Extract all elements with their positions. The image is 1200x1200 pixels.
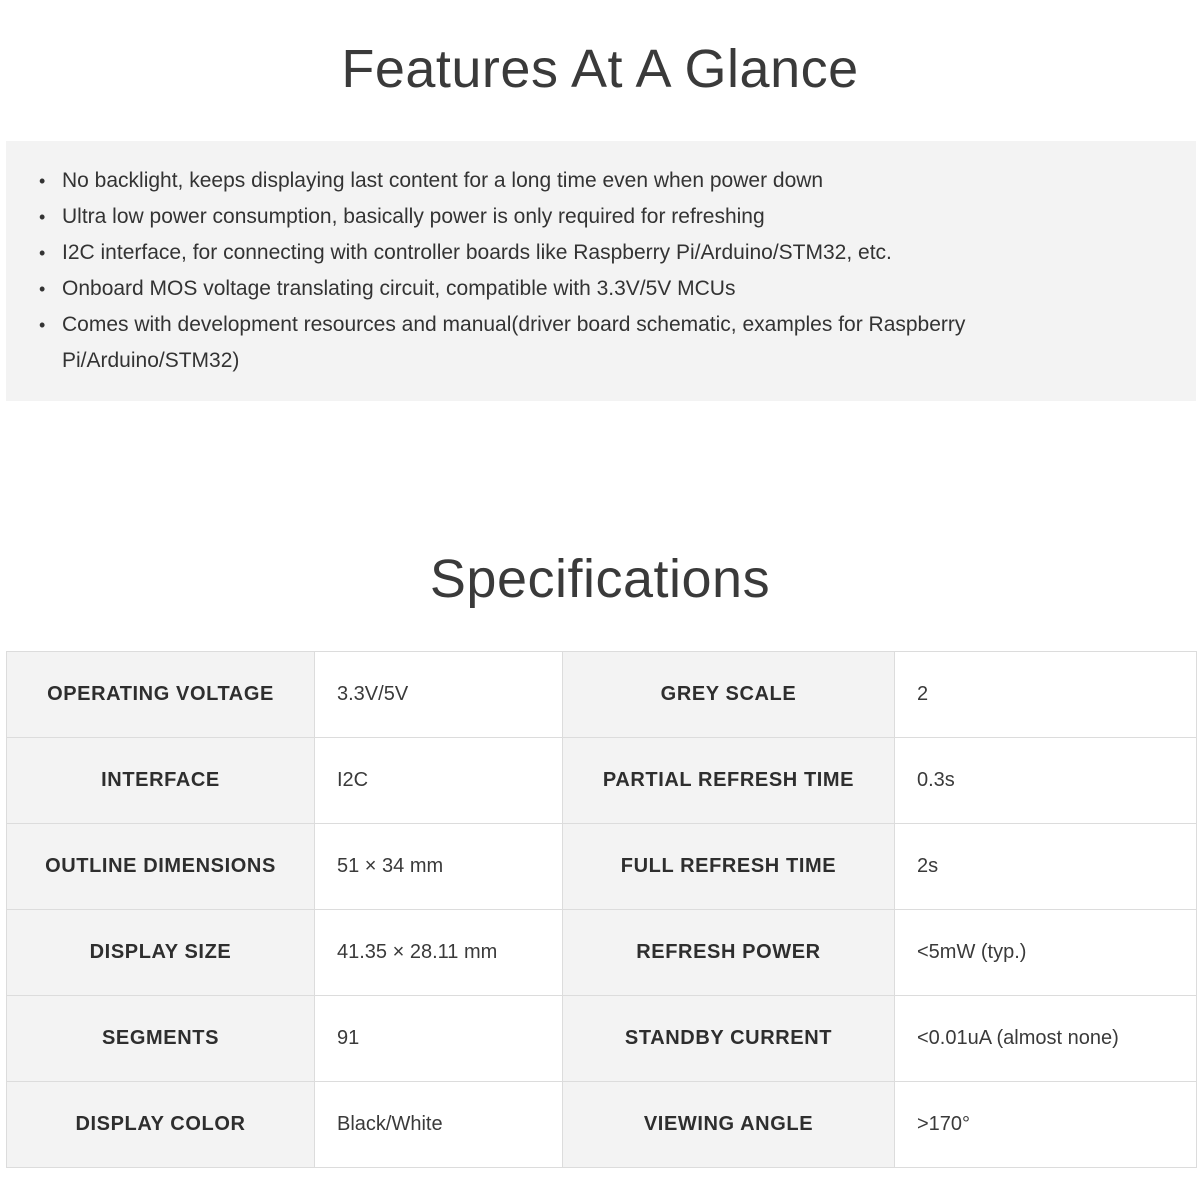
spec-value: 0.3s xyxy=(895,738,1197,824)
table-row xyxy=(7,738,1197,824)
spec-label: FULL REFRESH TIME xyxy=(563,824,895,910)
spec-value: Black/White xyxy=(315,1082,563,1168)
bullet-icon: • xyxy=(39,171,46,191)
table-row xyxy=(7,1082,1197,1168)
spec-value: 2 xyxy=(895,652,1197,738)
feature-item xyxy=(6,235,1046,271)
spec-value: 41.35 × 28.11 mm xyxy=(315,910,563,996)
bullet-icon: • xyxy=(39,279,46,299)
feature-text: Comes with development resources and manual(driver board schematic, examples for Raspberry Pi/Arduino/STM32) xyxy=(62,313,966,372)
spec-label: GREY SCALE xyxy=(563,652,895,738)
spec-label: DISPLAY COLOR xyxy=(7,1082,315,1168)
feature-text: Onboard MOS voltage translating circuit, compatible with 3.3V/5V MCUs xyxy=(62,277,736,300)
table-row xyxy=(7,996,1197,1082)
table-row xyxy=(7,824,1197,910)
spec-label: INTERFACE xyxy=(7,738,315,824)
feature-item xyxy=(6,271,1046,307)
spec-label: STANDBY CURRENT xyxy=(563,996,895,1082)
bullet-icon: • xyxy=(39,315,46,335)
spec-value: 91 xyxy=(315,996,563,1082)
features-title: Features At A Glance xyxy=(341,39,859,99)
spec-value: 51 × 34 mm xyxy=(315,824,563,910)
feature-item xyxy=(6,307,1046,379)
table-row xyxy=(7,652,1197,738)
features-list xyxy=(6,163,1046,379)
spec-label: OUTLINE DIMENSIONS xyxy=(7,824,315,910)
feature-text: No backlight, keeps displaying last content for a long time even when power down xyxy=(62,169,824,192)
bullet-icon: • xyxy=(39,243,46,263)
feature-item xyxy=(6,199,1046,235)
features-panel xyxy=(6,141,1196,401)
bullet-icon: • xyxy=(39,207,46,227)
feature-text: I2C interface, for connecting with controller boards like Raspberry Pi/Arduino/STM32, etc. xyxy=(62,241,892,264)
feature-item xyxy=(6,163,1046,199)
spec-label: REFRESH POWER xyxy=(563,910,895,996)
table-row xyxy=(7,910,1197,996)
specifications-title: Specifications xyxy=(429,549,771,609)
spec-value: <0.01uA (almost none) xyxy=(895,996,1197,1082)
spec-label: DISPLAY SIZE xyxy=(7,910,315,996)
spec-label: OPERATING VOLTAGE xyxy=(7,652,315,738)
spec-label: VIEWING ANGLE xyxy=(563,1082,895,1168)
spec-label: SEGMENTS xyxy=(7,996,315,1082)
specifications-table xyxy=(6,651,1197,1168)
spec-value: >170° xyxy=(895,1082,1197,1168)
feature-text: Ultra low power consumption, basically power is only required for refreshing xyxy=(62,205,765,228)
spec-value: 2s xyxy=(895,824,1197,910)
spec-value: 3.3V/5V xyxy=(315,652,563,738)
spec-value: <5mW (typ.) xyxy=(895,910,1197,996)
spec-label: PARTIAL REFRESH TIME xyxy=(563,738,895,824)
spec-value: I2C xyxy=(315,738,563,824)
